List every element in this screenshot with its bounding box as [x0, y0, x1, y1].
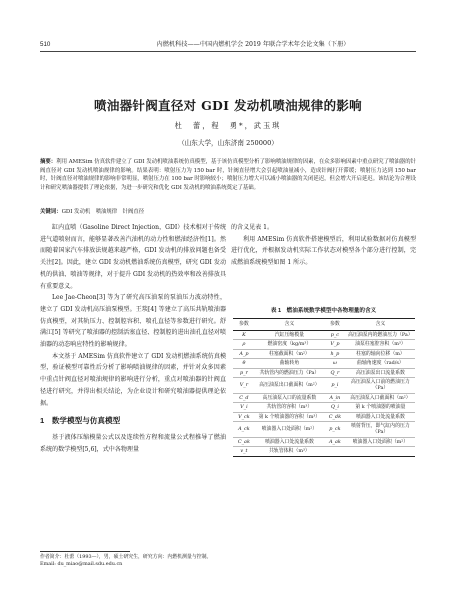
table-symbol-cell: V_r: [233, 378, 255, 394]
table-meaning-cell: 喷射背压，即气缸内的压力（Pa）: [346, 422, 415, 438]
continuation-paragraph: 的含义见表 1。: [231, 224, 274, 231]
page-number: 510: [40, 41, 51, 48]
table-meaning-cell: 油泵柱塞腔容积（m³）: [346, 340, 415, 349]
journal-title: 内燃机科技——中国内燃机学会 2019 年联合学术年会论文集（下册）: [156, 41, 350, 48]
table-symbol-cell: V_ck: [233, 412, 255, 421]
table-symbol-cell: p_c: [324, 331, 346, 340]
table-symbol-cell: A_in: [324, 393, 346, 402]
table-symbol-cell: V_i: [233, 403, 255, 412]
table-symbol-cell: C_ak: [233, 437, 255, 446]
table-symbol-cell: [324, 447, 346, 456]
table-meaning-cell: 共轨管的容积（m³）: [255, 403, 324, 412]
table-symbol-cell: Q_r: [324, 368, 346, 377]
table-row: [233, 368, 415, 377]
author-list: 杜 蕾，程 勇*，武玉琪: [174, 121, 282, 130]
table-meaning-cell: 第 k 个喷油器的喷油量: [346, 403, 415, 412]
table-symbol-cell: h_p: [324, 349, 346, 358]
table-meaning-cell: 高压油泵入口的流量系数: [255, 393, 324, 402]
table-row: [233, 422, 415, 438]
table-meaning-cell: 喷油器入口处面积（m²）: [255, 422, 324, 438]
table-meaning-cell: 高压油泵内的燃油压力（Pa）: [346, 331, 415, 340]
table-row: [233, 447, 415, 456]
table-header-cell: 含义: [255, 319, 324, 331]
footnote-rule: [40, 551, 130, 552]
table-symbol-cell: A_p: [233, 349, 255, 358]
table-meaning-cell: 燃油密度（kg/m³）: [255, 340, 324, 349]
table-meaning-cell: [346, 447, 415, 456]
abstract-label: 摘要：: [40, 159, 57, 165]
table-header-cell: 参数: [324, 319, 346, 331]
keywords-label: 关键词：: [40, 209, 62, 215]
table-row: [233, 349, 415, 358]
model-paragraph: 利用 AMESim 仿真软件搭建模型后，利用试验数据对仿真模型进行优化，并根据发动机实际工作状态对模型各个部分进行控制，完成燃油系统模型如图 1 所示。: [231, 235, 416, 267]
table-header-row: [233, 319, 415, 331]
table-header-cell: 含义: [346, 319, 415, 331]
table-symbol-cell: V_p: [324, 340, 346, 349]
table-row: [233, 403, 415, 412]
table-symbol-cell: p_i: [324, 378, 346, 394]
table-symbol-cell: v_t: [233, 447, 255, 456]
table-meaning-cell: 第 k 个喷油器的容积（m³）: [255, 412, 324, 421]
table-symbol-cell: ω: [324, 359, 346, 368]
parameter-table: [233, 318, 415, 457]
intro-paragraph-1: 缸内直喷（Gasoline Direct Injection，GDI）技术相对于传统进气道喷射而言，能够显著改善汽油机的动力性和燃油经济性[1]。然而随着国家汽车排放法规越来越严格，GDI 发动机的排放问题也备受关注[2]。因此，建立 GDI 发动机燃油系统仿真模型，研究 GDI 发动机的供油、喷油等规律，对于提升 GDI 发动机的热效率和改善排放具有重要意义。: [40, 224, 226, 290]
abstract-text: 利用 AMESim 仿真软件建立了 GDI 发动机喷油系统仿真模型，基于该仿真模型分析了影响喷油规律的因素，在众多影响因素中重点研究了喷油器的针阀直径对 GDI 发动机喷油规律的影响。结果表明：喷射压力为 150 bar 时，针阀直径增大会引起喷油量减小，造成针阀打开滞缓；喷射压力达到 150 bar 时，针阀直径对喷油规律的影响非常明显，喷射压力在 100 bar 时影响较小；喷射压力增大可以减小喷油器的关闭延迟，但会增大开启延迟。该结论为合理设计和研究喷油器提供了理论依据，为进一步研究和优化 GDI 发动机的喷油系统奠定了基础。: [40, 159, 416, 192]
table-row: [233, 340, 415, 349]
table-symbol-cell: A_ak: [324, 437, 346, 446]
affiliation: （山东大学，山东济南 250000）: [178, 139, 278, 147]
table-meaning-cell: 汽缸压缩模量: [255, 331, 324, 340]
table-row: [233, 359, 415, 368]
table-row: [233, 437, 415, 446]
table-symbol-cell: Q_i: [324, 403, 346, 412]
table-symbol-cell: ρ: [233, 340, 255, 349]
table-symbol-cell: C_d: [233, 393, 255, 402]
table-body: [233, 331, 415, 457]
intro-paragraph-2: Lee Jae-Cheon[3] 等为了研究高压油泵的泵油压力波动特性，建立了 GDI 发动机高压油泵模型。王琰[4] 等建立了高压共轨喷油器仿真模型，对其轨压力、控制腔容积、喷孔直径等参数进行研究。舒满江[5] 等研究了喷油器的控制活塞直径、控制腔的进出油孔直径对喷油器的动态响应特性的影响规律。: [40, 294, 226, 349]
table-row: [233, 412, 415, 421]
paper-title: 喷油器针阀直径对 GDI 发动机喷油规律的影响: [94, 98, 362, 113]
table-symbol-cell: θ: [233, 359, 255, 368]
table-meaning-cell: 曲轴角速度（rad/s）: [346, 359, 415, 368]
footnote: [40, 554, 226, 568]
table-meaning-cell: 高压油泵入口前的燃油压力（Pa）: [346, 378, 415, 394]
table-symbol-cell: C_dk: [324, 412, 346, 421]
abstract: [40, 158, 416, 193]
table-meaning-cell: 共轨管内的燃油压力（Pa）: [255, 368, 324, 377]
running-header: [40, 40, 416, 49]
left-column: [40, 222, 226, 456]
table-header-cell: 参数: [233, 319, 255, 331]
table-meaning-cell: 共轨管体积（m³）: [255, 447, 324, 456]
intro-paragraph-3: 本文基于 AMESim 仿真软件建立了 GDI 发动机燃油系统仿真模型，验证模型可靠性后分析了影响喷油规律的因素，并针对众多因素中重点针阀直径对喷油规律的影响进行分析，重点对喷油器的针阀直径进行研究，并得出相关结论，为企业设计和研究喷油器提供理论依据。: [40, 352, 226, 407]
header-rule: [40, 51, 416, 52]
table-caption: 表 1 燃油系统数学模型中各物理量的含义: [270, 308, 377, 314]
table-symbol-cell: p_r: [233, 368, 255, 377]
section1-paragraph: 基于液体压缩模量公式以及连续性方程和流量公式程推导了燃油系统的数学模型[5,6]，式中各物理量: [40, 434, 226, 453]
author-email: Email: du_miao@mail.sdu.edu.cn: [40, 561, 123, 568]
keywords: [40, 208, 416, 216]
table-meaning-cell: 曲轴转角: [255, 359, 324, 368]
author-info: 作者简介：杜蕾（1993—），男，硕士研究生，研究方向：内燃机测量与控制。: [40, 554, 212, 560]
table-meaning-cell: 高压油泵出口截面积（m²）: [255, 378, 324, 394]
section-heading-1: 1 数学模型与仿真模型: [40, 416, 121, 426]
table-row: [233, 378, 415, 394]
table-meaning-cell: 喷油器入口处面积（m²）: [346, 437, 415, 446]
table-row: [233, 331, 415, 340]
table-symbol-cell: A_ck: [233, 422, 255, 438]
table-row: [233, 393, 415, 402]
table-symbol-cell: p_ck: [324, 422, 346, 438]
right-column: [231, 222, 416, 269]
keywords-text: GDI 发动机 喷油规律 针阀直径: [61, 209, 145, 215]
table-meaning-cell: 高压油泵入口截面积（m²）: [346, 393, 415, 402]
table-meaning-cell: 柱塞截面积（m²）: [255, 349, 324, 358]
table-symbol-cell: K: [233, 331, 255, 340]
table-meaning-cell: 喷油器入口处流量系数: [346, 412, 415, 421]
table-meaning-cell: 高压油泵出口流量系数: [346, 368, 415, 377]
table-meaning-cell: 喷油器入口处流量系数: [255, 437, 324, 446]
table-meaning-cell: 柱塞的轴向位移（m）: [346, 349, 415, 358]
